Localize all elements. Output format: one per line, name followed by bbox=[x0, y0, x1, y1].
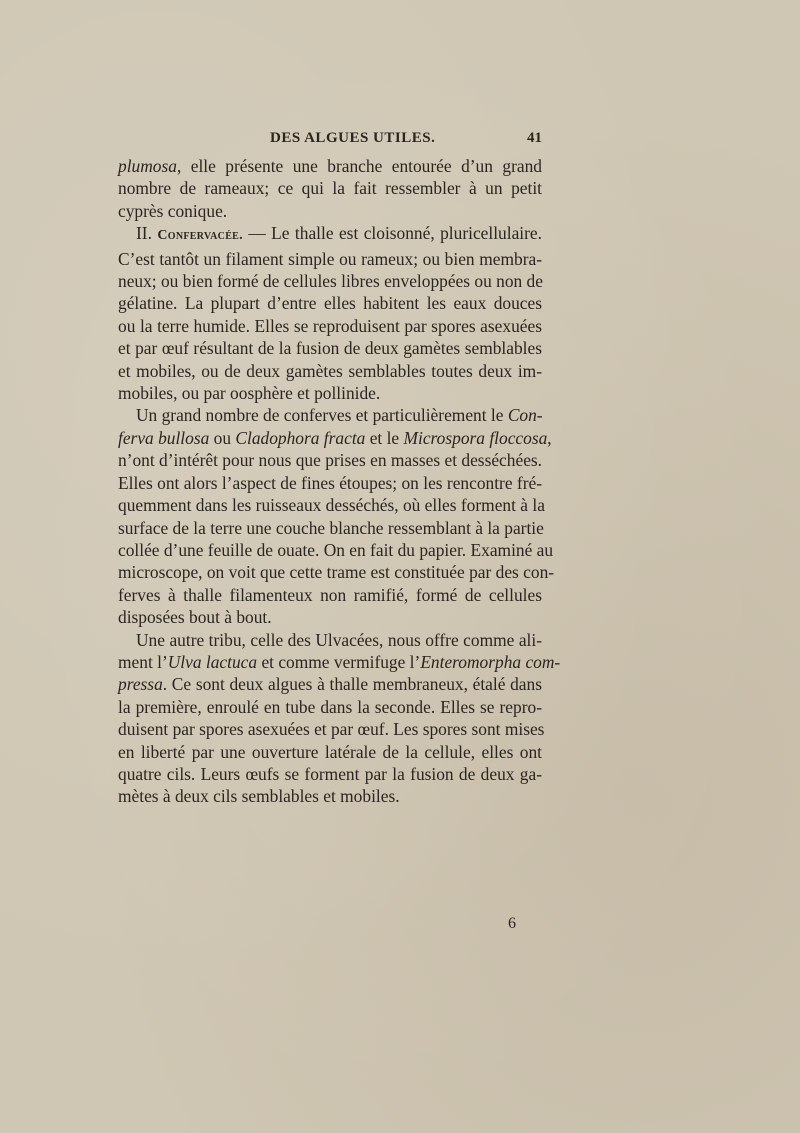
italic-term: Con- bbox=[507, 405, 543, 426]
text-segment: n’ont d’intérêt pour nous que prises en masses et desséchées. bbox=[118, 450, 543, 471]
text-line bbox=[118, 539, 554, 561]
text-segment: nombre de rameaux; ce qui la fait ressembler à un petit bbox=[118, 178, 542, 199]
text-line bbox=[118, 315, 542, 337]
text-line bbox=[118, 696, 542, 718]
running-title: DES ALGUES UTILES. bbox=[270, 130, 436, 146]
text-line bbox=[118, 763, 542, 785]
text-segment: microscope, on voit que cette trame est constituée par des con- bbox=[118, 562, 555, 583]
text-segment: C’est tantôt un filament simple ou rameux; ou bien membra- bbox=[118, 248, 542, 269]
text-segment: ferves à thalle filamenteux non ramifié, formé de cellules bbox=[118, 584, 542, 605]
signature-mark: 6 bbox=[508, 915, 516, 932]
text-line bbox=[118, 606, 542, 628]
text-segment: cyprès conique. bbox=[118, 200, 228, 221]
text-line bbox=[118, 517, 542, 539]
text-line bbox=[118, 561, 555, 583]
text-segment: disposées bout à bout. bbox=[118, 607, 272, 628]
text-segment: ou la terre humide. Elles se reproduisent par spores asexuées bbox=[118, 315, 542, 336]
text-segment: Elles ont alors l’aspect de fines étoupes; on les rencontre fré- bbox=[118, 472, 542, 493]
text-line bbox=[118, 222, 542, 247]
body-text bbox=[118, 155, 561, 808]
running-head bbox=[118, 130, 542, 152]
text-segment: la première, enroulé en tube dans la seconde. Elles se repro- bbox=[118, 696, 542, 717]
text-segment: . Ce sont deux algues à thalle membraneux, étalé dans bbox=[162, 674, 542, 695]
text-segment: Une autre tribu, celle des Ulvacées, nous offre comme ali- bbox=[136, 629, 542, 650]
text-segment: et mobiles, ou de deux gamètes semblables toutes deux im- bbox=[118, 360, 542, 381]
text-line bbox=[118, 404, 542, 426]
text-segment: collée d’une feuille de ouate. On en fait du papier. Examiné au bbox=[118, 539, 554, 560]
text-line bbox=[118, 584, 542, 606]
text-segment: quatre cils. Leurs œufs se forment par la fusion de deux ga- bbox=[118, 763, 542, 784]
text-line bbox=[118, 200, 542, 222]
italic-term: Cladophora fracta bbox=[235, 427, 366, 448]
text-segment: duisent par spores asexuées et par œuf. Les spores sont mises bbox=[118, 719, 545, 740]
text-line bbox=[118, 155, 542, 177]
text-segment: — Le thalle est cloisonné, pluricellulaire. bbox=[242, 223, 542, 244]
text-segment: neux; ou bien formé de cellules libres enveloppées ou non de bbox=[118, 271, 543, 292]
page-number: 41 bbox=[527, 130, 542, 146]
text-segment: et par œuf résultant de la fusion de deux gamètes semblables bbox=[118, 338, 542, 359]
text-line bbox=[118, 248, 542, 270]
text-segment: quemment dans les ruisseaux desséchés, où elles forment à la bbox=[118, 495, 545, 516]
italic-term: pressa bbox=[118, 674, 163, 695]
text-line bbox=[118, 494, 545, 516]
section-heading: Confervacée. bbox=[157, 228, 243, 244]
text-segment: gélatine. La plupart d’entre elles habitent les eaux douces bbox=[118, 293, 542, 314]
text-line bbox=[118, 449, 542, 471]
text-line bbox=[118, 360, 542, 382]
text-line bbox=[118, 651, 561, 673]
text-segment: et comme vermifuge l’ bbox=[257, 651, 421, 672]
text-segment: ou bbox=[209, 427, 236, 448]
text-line bbox=[118, 270, 542, 292]
text-line bbox=[118, 472, 542, 494]
text-segment: , bbox=[547, 427, 552, 448]
italic-term: ferva bullosa bbox=[118, 427, 210, 448]
italic-term: Enteromorpha com- bbox=[420, 651, 561, 672]
text-segment: ment l’ bbox=[118, 651, 168, 672]
text-segment: , elle présente une branche entourée d’un grand bbox=[176, 156, 542, 176]
text-line bbox=[118, 427, 552, 449]
italic-term: plumosa bbox=[118, 156, 177, 176]
italic-term: Ulva lactuca bbox=[167, 651, 258, 672]
text-segment: mètes à deux cils semblables et mobiles. bbox=[118, 786, 400, 807]
text-segment: en liberté par une ouverture latérale de la cellule, elles ont bbox=[118, 741, 542, 762]
text-line bbox=[118, 673, 542, 695]
text-line bbox=[118, 785, 542, 807]
text-line bbox=[118, 292, 542, 314]
text-segment: mobiles, ou par oosphère et pollinide. bbox=[118, 383, 381, 404]
text-line bbox=[118, 629, 542, 651]
text-line bbox=[118, 382, 542, 404]
text-segment: II. bbox=[136, 223, 158, 244]
text-line bbox=[118, 337, 542, 359]
text-segment: surface de la terre une couche blanche ressemblant à la partie bbox=[118, 517, 544, 538]
italic-term: Microspora floccosa bbox=[403, 427, 548, 448]
text-line bbox=[118, 718, 545, 740]
text-line bbox=[118, 741, 542, 763]
text-segment: Un grand nombre de conferves et particulièrement le bbox=[136, 405, 508, 426]
text-line bbox=[118, 177, 542, 199]
text-segment: et le bbox=[365, 427, 404, 448]
